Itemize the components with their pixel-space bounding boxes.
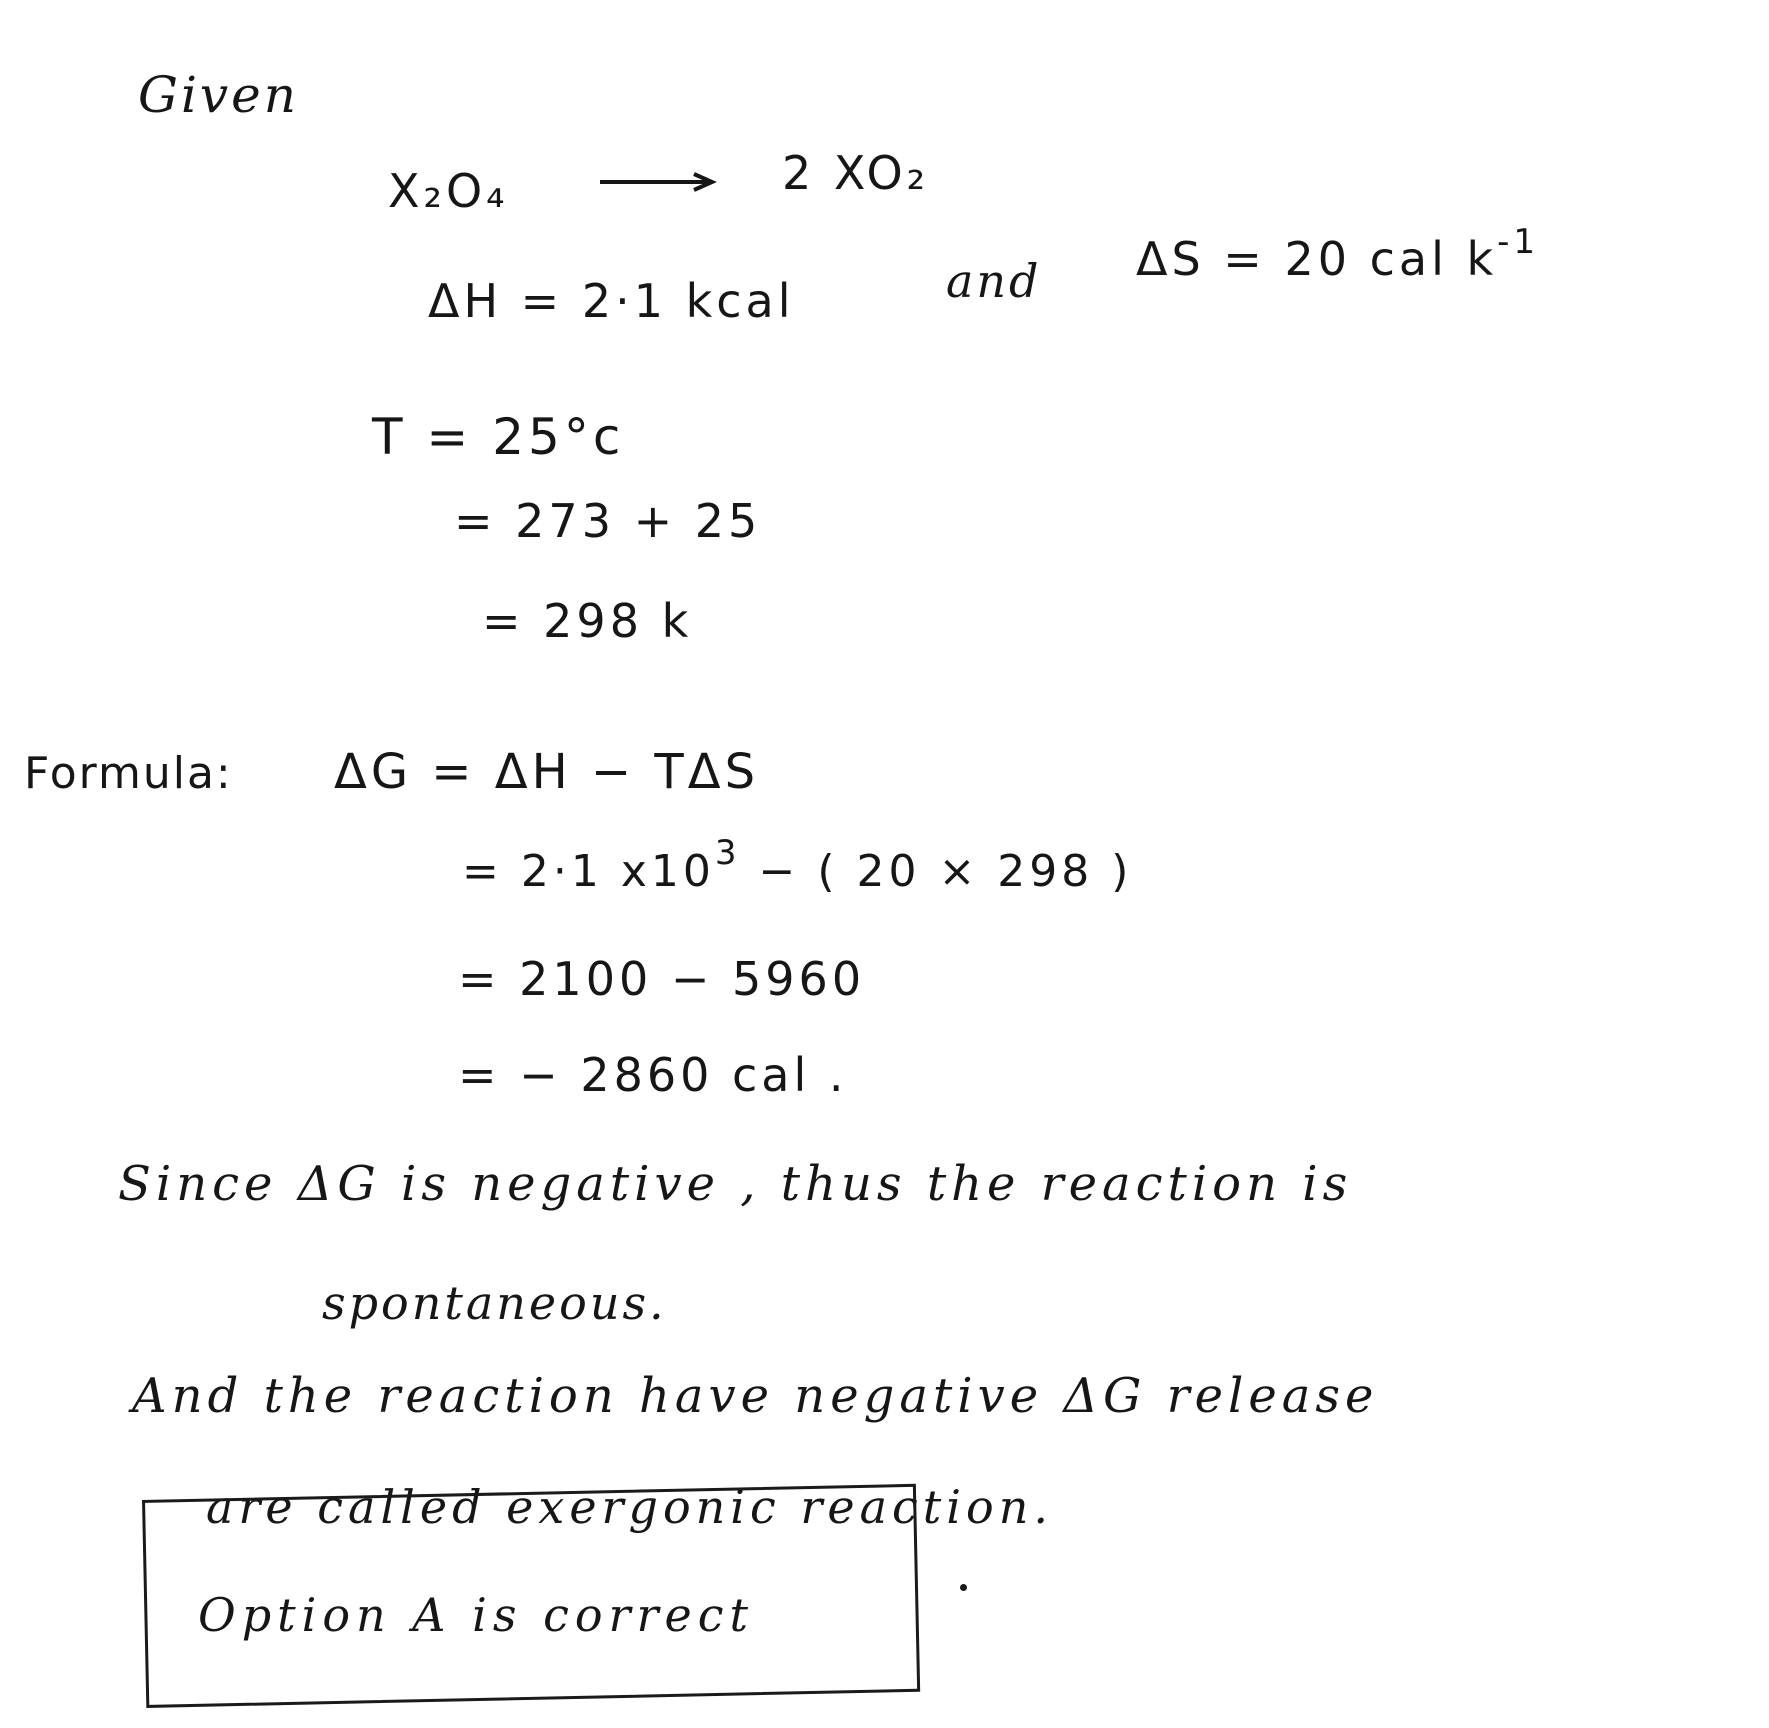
conclusion-line-4: are called exergonic reaction. [206, 1480, 1053, 1534]
formula-line-2-base: = 2·1 x10 [462, 846, 715, 897]
product: 2 XO₂ [782, 146, 930, 200]
formula-line-2-exponent: 3 [714, 833, 741, 873]
formula-line-2-rest: − ( 20 × 298 ) [740, 846, 1133, 897]
conclusion-line-1: Since ΔG is negative , thus the reaction is [118, 1156, 1353, 1212]
stray-dot [960, 1584, 967, 1591]
connector-and: and [946, 254, 1042, 308]
formula-line-2 [462, 833, 1133, 897]
conclusion-line-2: spontaneous. [322, 1276, 667, 1330]
reaction-arrow-icon [598, 172, 718, 192]
temp-line-1: T = 25°c [372, 408, 625, 466]
formula-line-4: = − 2860 cal . [458, 1048, 848, 1102]
reactant: X₂O₄ [388, 164, 509, 218]
delta-s [1136, 222, 1540, 286]
given-label: Given [138, 66, 299, 124]
temp-line-3: = 298 k [482, 594, 693, 648]
formula-label: Formula: [24, 748, 233, 799]
delta-s-exponent: -1 [1497, 222, 1540, 262]
delta-s-value: ΔS = 20 cal k [1136, 232, 1498, 286]
formula-line-1: ΔG = ΔH − TΔS [334, 744, 760, 800]
temp-line-2: = 273 + 25 [454, 494, 762, 548]
formula-line-3: = 2100 − 5960 [458, 952, 866, 1006]
delta-h: ΔH = 2·1 kcal [428, 274, 795, 328]
answer-text: Option A is correct [198, 1588, 754, 1642]
conclusion-line-3: And the reaction have negative ΔG release [132, 1368, 1379, 1424]
